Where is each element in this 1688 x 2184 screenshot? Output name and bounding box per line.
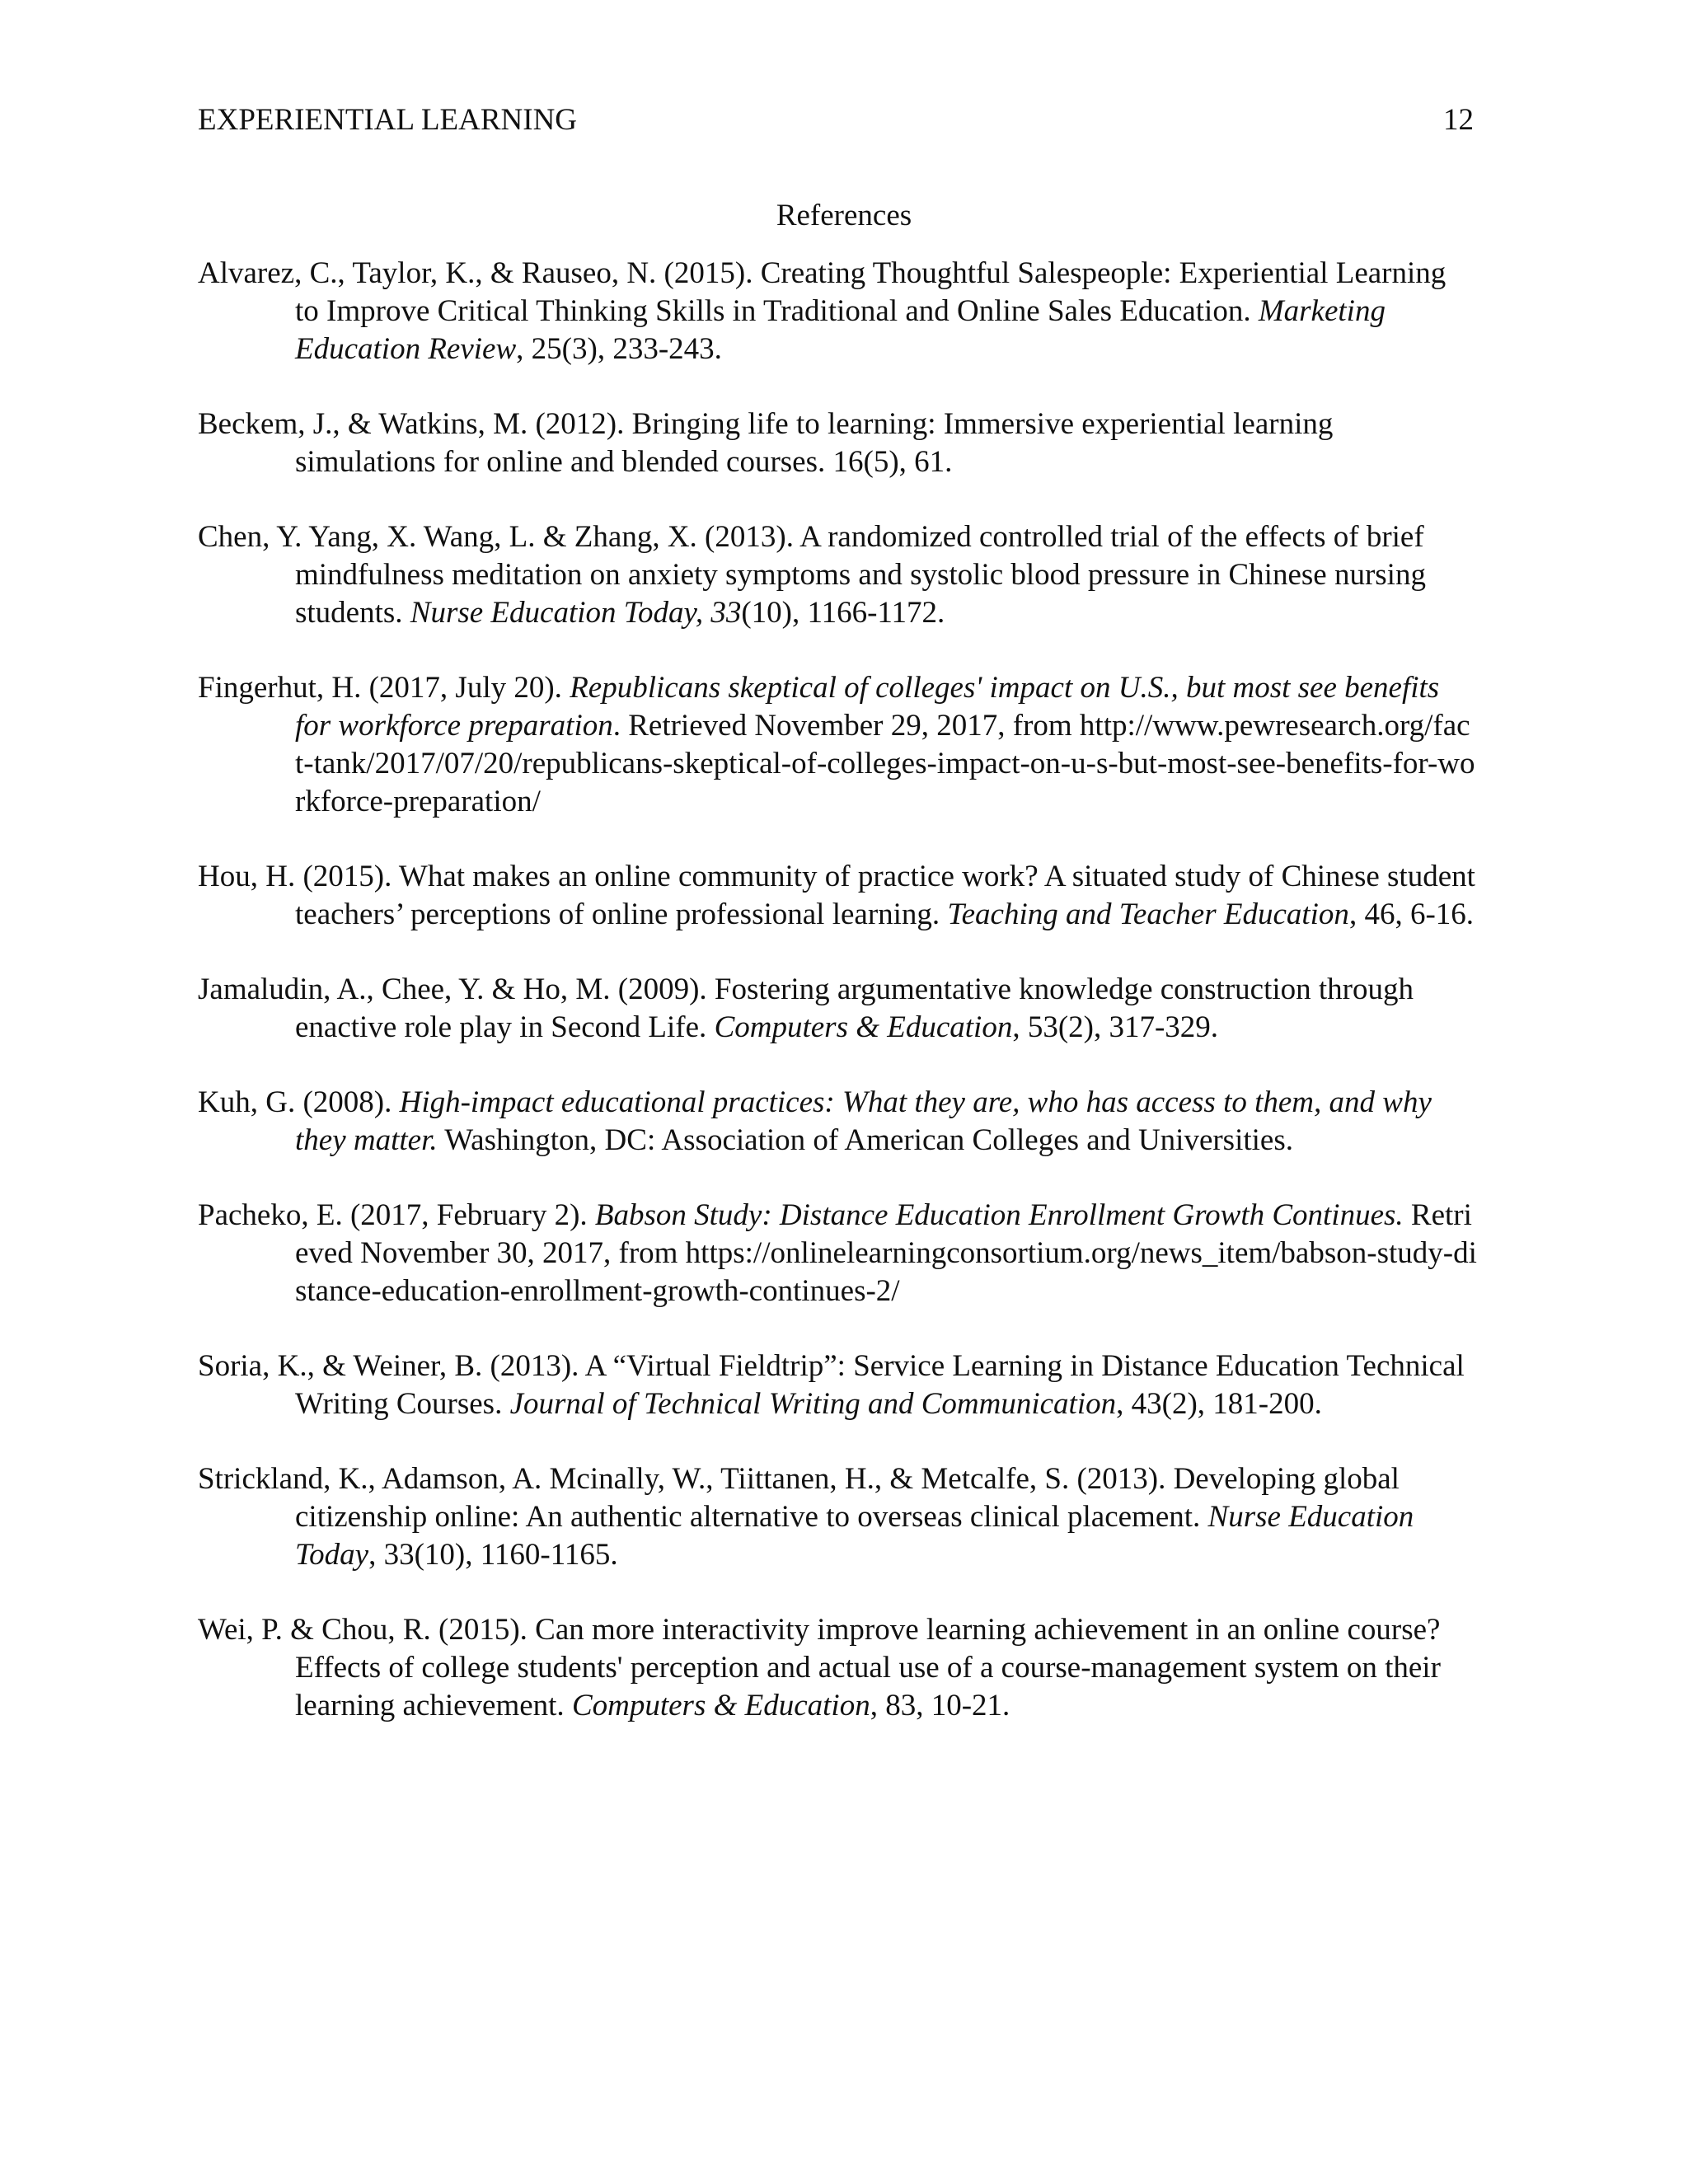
reference-entry: [198, 1347, 1477, 1423]
reference-entry: [198, 971, 1477, 1047]
reference-text: Chen, Y. Yang, X. Wang, L. & Zhang, X. (2013). A randomized controlled trial of the effects of brief mindfulness meditation on anxiety symptoms and systolic blood pressure in Chinese nursing students.: [198, 520, 1426, 630]
reference-entry: [198, 1197, 1477, 1310]
reference-source-italic: Computers & Education: [571, 1689, 870, 1722]
reference-details: , 25(3), 233-243.: [516, 332, 722, 366]
reference-source-italic: Journal of Technical Writing and Communication: [509, 1387, 1117, 1421]
reference-text: Beckem, J., & Watkins, M. (2012). Bringing life to learning: Immersive experiential learning simulations for online and blended courses. 16(5), 61.: [198, 407, 1334, 479]
reference-entry: [198, 1084, 1477, 1160]
reference-source-italic: Nurse Education Today: [295, 1500, 1414, 1572]
reference-text: Kuh, G. (2008).: [198, 1085, 400, 1119]
reference-text: Soria, K., & Weiner, B. (2013). A “Virtual Fieldtrip”: Service Learning in Distance Education Technical Writing Courses.: [198, 1349, 1465, 1421]
reference-source-italic: Republicans skeptical of colleges' impact on U.S., but most see benefits for workforce preparation: [295, 671, 1440, 743]
reference-entry: [198, 405, 1477, 481]
reference-text: Strickland, K., Adamson, A. Mcinally, W., Tiittanen, H., & Metcalfe, S. (2013). Developing global citizenship online: An authentic alternative to overseas clinical placement.: [198, 1462, 1400, 1534]
reference-details: Washington, DC: Association of American Colleges and Universities.: [437, 1123, 1293, 1157]
running-head: EXPERIENTIAL LEARNING: [198, 103, 578, 137]
reference-details: , 43(2), 181-200.: [1116, 1387, 1322, 1421]
reference-text: Pacheko, E. (2017, February 2).: [198, 1198, 595, 1232]
references-heading: References: [776, 199, 912, 232]
reference-entry: [198, 1611, 1477, 1725]
reference-text: Hou, H. (2015). What makes an online community of practice work? A situated study of Chinese student teachers’ perceptions of online professional learning.: [198, 860, 1475, 931]
reference-entry: [198, 518, 1477, 632]
reference-details: Retrieved November 30, 2017, from https://onlinelearningconsortium.org/news_item/babson-study-distance-education-enrollment-growth-continues-2/: [295, 1198, 1477, 1308]
reference-text: Jamaludin, A., Chee, Y. & Ho, M. (2009). Fostering argumentative knowledge construction through enactive role play in Second Life.: [198, 972, 1414, 1044]
reference-details: , 46, 6-16.: [1348, 898, 1475, 931]
reference-source-italic: Nurse Education Today, 33: [410, 596, 742, 630]
reference-entry: [198, 1460, 1477, 1574]
reference-entry: [198, 255, 1477, 368]
reference-text: Fingerhut, H. (2017, July 20).: [198, 671, 570, 705]
reference-source-italic: High-impact educational practices: What they are, who has access to them, and why they matter.: [295, 1085, 1432, 1157]
reference-text: Wei, P. & Chou, R. (2015). Can more interactivity improve learning achievement in an online course? Effects of college students' perception and actual use of a course-management system on their learning achievement.: [198, 1613, 1441, 1722]
reference-source-italic: Marketing Education Review: [295, 294, 1386, 366]
reference-details: , 83, 10-21.: [870, 1689, 1010, 1722]
reference-details: . Retrieved November 29, 2017, from http://www.pewresearch.org/fact-tank/2017/07/20/republicans-skeptical-of-colleges-impact-on-u-s-but-most-see-benefits-for-workforce-preparation/: [295, 709, 1475, 818]
references-list: [198, 255, 1477, 1762]
reference-details: , 33(10), 1160-1165.: [368, 1538, 618, 1572]
reference-entry: [198, 858, 1477, 934]
reference-source-italic: Babson Study: Distance Education Enrollment Growth Continues.: [594, 1198, 1404, 1232]
reference-text: Alvarez, C., Taylor, K., & Rauseo, N. (2015). Creating Thoughtful Salespeople: Experiential Learning to Improve Critical Thinking Skills in Traditional and Online Sales Education.: [198, 256, 1447, 328]
reference-source-italic: Teaching and Teacher Education: [947, 898, 1349, 931]
reference-details: (10), 1166-1172.: [741, 596, 945, 630]
reference-entry: [198, 669, 1477, 821]
page-number: 12: [1443, 103, 1474, 137]
reference-details: , 53(2), 317-329.: [1012, 1010, 1219, 1044]
reference-source-italic: Computers & Education: [714, 1010, 1013, 1044]
